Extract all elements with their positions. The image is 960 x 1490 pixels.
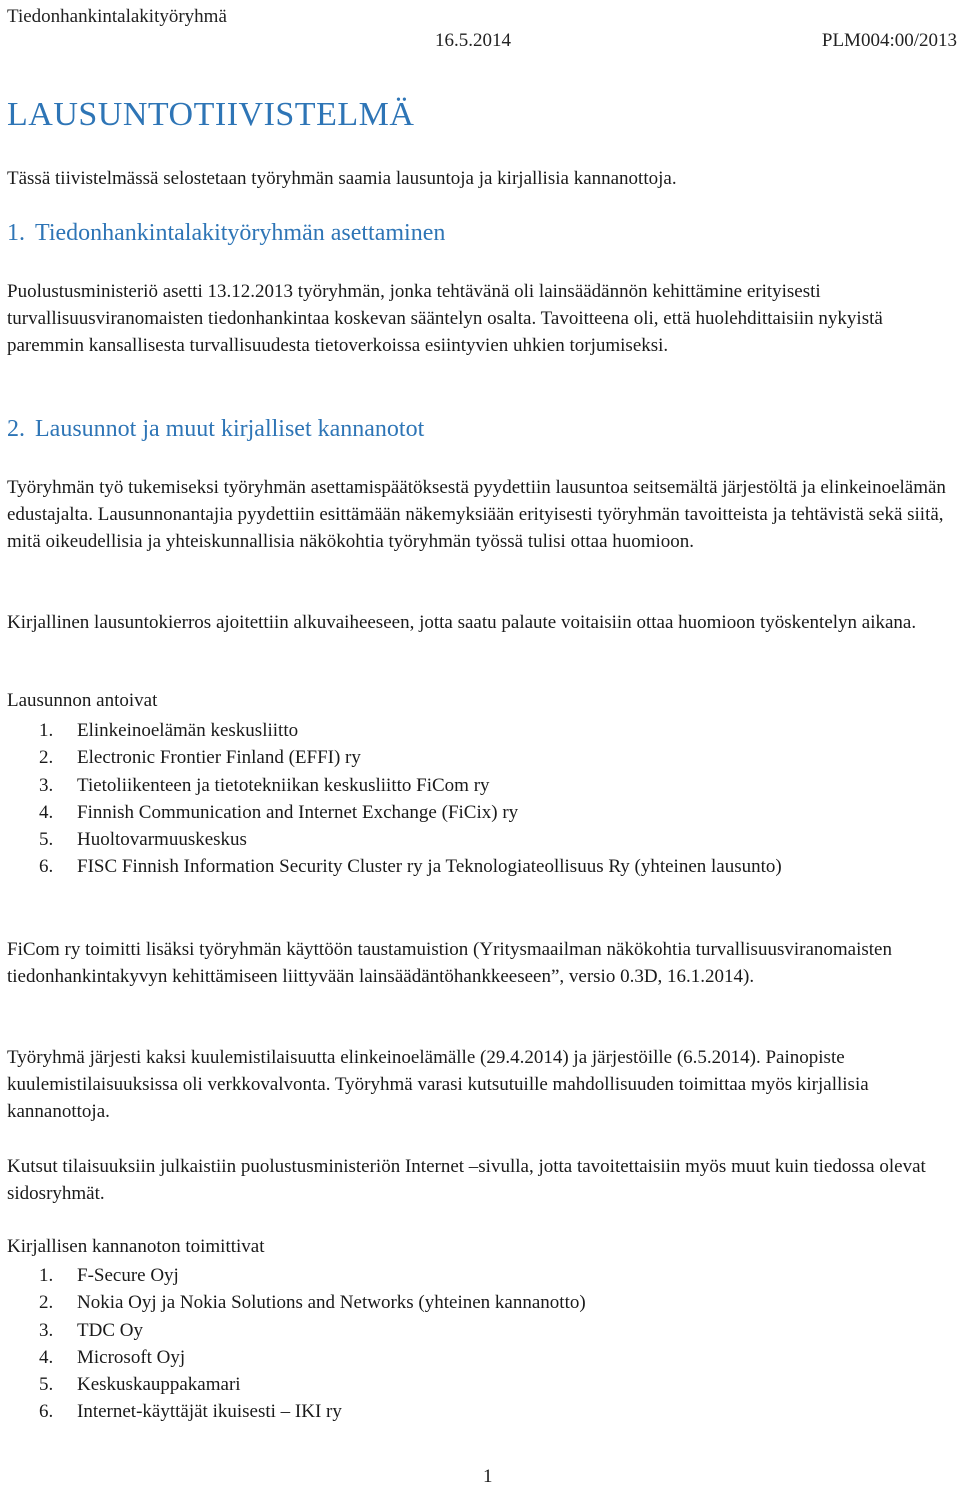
- section-1-number: 1.: [7, 220, 25, 246]
- document-reference: PLM004:00/2013: [821, 30, 957, 51]
- list-item: [7, 772, 951, 799]
- section-2-paragraph-4: Työryhmä järjesti kaksi kuulemistilaisuutta elinkeinoelämälle (29.4.2014) ja järjestöille (6.5.2014). Painopiste kuulemistilaisuuksissa oli verkkovalvonta. Työryhmä varasi kutsutuille mahdollisuuden toimittaa myös kirjallisia kannanottoja.: [7, 1047, 869, 1122]
- submitters-label: Kirjallisen kannanoton toimittivat: [7, 1236, 265, 1257]
- section-2-heading: [7, 416, 424, 443]
- list-item-text: Nokia Oyj ja Nokia Solutions and Networks (yhteinen kannanotto): [77, 1292, 586, 1314]
- list-item-text: F-Secure Oyj: [77, 1265, 179, 1286]
- section-1-heading: [7, 220, 445, 247]
- statement-givers-label: Lausunnon antoivat: [7, 690, 158, 711]
- list-item-number: 4.: [39, 801, 54, 823]
- list-item-text: TDC Oy: [77, 1319, 143, 1341]
- list-item-text: Electronic Frontier Finland (EFFI) ry: [77, 747, 361, 769]
- list-item-number: 1.: [39, 720, 54, 741]
- list-item: [7, 826, 951, 853]
- statement-givers-list: [7, 717, 951, 881]
- document-date: 16.5.2014: [435, 30, 511, 51]
- list-item: [7, 1398, 951, 1425]
- list-item: [7, 744, 951, 771]
- section-2-paragraph-2: Kirjallinen lausuntokierros ajoitettiin alkuvaiheeseen, jotta saatu palaute voitaisiin ottaa huomioon työskentelyn aikana.: [7, 612, 917, 633]
- section-1-title: Tiedonhankintalakityöryhmän asettaminen: [35, 220, 446, 246]
- list-item-number: 3.: [39, 1319, 54, 1341]
- list-item-number: 5.: [39, 829, 54, 851]
- list-item: [7, 1344, 951, 1371]
- list-item-number: 2.: [39, 1292, 54, 1314]
- submitters-list: [7, 1262, 951, 1426]
- list-item-text: Internet-käyttäjät ikuisesti – IKI ry: [77, 1401, 342, 1423]
- list-item-text: Finnish Communication and Internet Exchange (FiCix) ry: [77, 801, 519, 823]
- section-2-paragraph-1: Työryhmän työ tukemiseksi työryhmän asettamispäätöksestä pyydettiin lausuntoa seitsemältä järjestöltä ja elinkeinoelämän edustajalta. Lausunnonantajia pyydettiin esittämään näkemyksiään erityisesti työryhmän tavoitteista ja tehtävistä sekä siitä, mitä oikeudellisia ja yhteiskunnallisia näkökohtia työryhmän työssä tulisi ottaa huomioon.: [7, 477, 946, 552]
- document-title: LAUSUNTOTIIVISTELMÄ: [7, 96, 415, 133]
- list-item-text: Huoltovarmuuskeskus: [77, 829, 247, 851]
- section-2-paragraph-5: Kutsut tilaisuuksiin julkaistiin puolustusministeriön Internet –sivulla, jotta tavoitettaisiin myös muut kuin tiedossa olevat sidosryhmät.: [7, 1156, 926, 1204]
- document-header: [7, 0, 957, 60]
- list-item: [7, 1371, 951, 1398]
- list-item-text: FISC Finnish Information Security Cluster ry ja Teknologiateollisuus Ry (yhteinen lausunto): [77, 856, 782, 878]
- intro-paragraph: Tässä tiivistelmässä selostetaan työryhmän saamia lausuntoja ja kirjallisia kannanottoja.: [7, 168, 677, 189]
- list-item-number: 3.: [39, 774, 54, 796]
- organization-name: Tiedonhankintalakityöryhmä: [7, 6, 227, 27]
- section-2-paragraph-3: FiCom ry toimitti lisäksi työryhmän käyttöön taustamuistion (Yritysmaailman näkökohtia turvallisuusviranomaisten tiedonhankintakyvyn kehittämiseen liittyvään lainsäädäntöhankkeeseen”, versio 0.3D, 16.1.2014).: [7, 939, 892, 987]
- list-item-number: 6.: [39, 1401, 54, 1423]
- list-item: [7, 1262, 951, 1289]
- list-item-number: 4.: [39, 1346, 54, 1368]
- list-item-text: Keskuskauppakamari: [77, 1374, 241, 1396]
- list-item-number: 5.: [39, 1374, 54, 1396]
- section-1-paragraph: Puolustusministeriö asetti 13.12.2013 työryhmän, jonka tehtävänä oli lainsäädännön kehittämine erityisesti turvallisuusviranomaisten tiedonhankintaa koskevan sääntelyn osalta. Tavoitteena oli, että huolehdittaisiin nykyistä paremmin kansallisesta turvallisuudesta tietoverkoissa esiintyvien uhkien torjumiseksi.: [7, 281, 883, 356]
- list-item-number: 2.: [39, 747, 54, 769]
- list-item-text: Microsoft Oyj: [77, 1346, 186, 1368]
- list-item: [7, 799, 951, 826]
- list-item: [7, 1317, 951, 1344]
- list-item: [7, 1289, 951, 1316]
- page-number: 1: [483, 1466, 493, 1487]
- list-item: [7, 853, 951, 880]
- list-item-number: 1.: [39, 1265, 54, 1286]
- list-item: [7, 717, 951, 744]
- section-2-title: Lausunnot ja muut kirjalliset kannanotot: [35, 416, 425, 442]
- section-2-number: 2.: [7, 416, 25, 442]
- list-item-text: Elinkeinoelämän keskusliitto: [77, 720, 299, 741]
- list-item-text: Tietoliikenteen ja tietotekniikan keskusliitto FiCom ry: [77, 774, 490, 796]
- list-item-number: 6.: [39, 856, 54, 878]
